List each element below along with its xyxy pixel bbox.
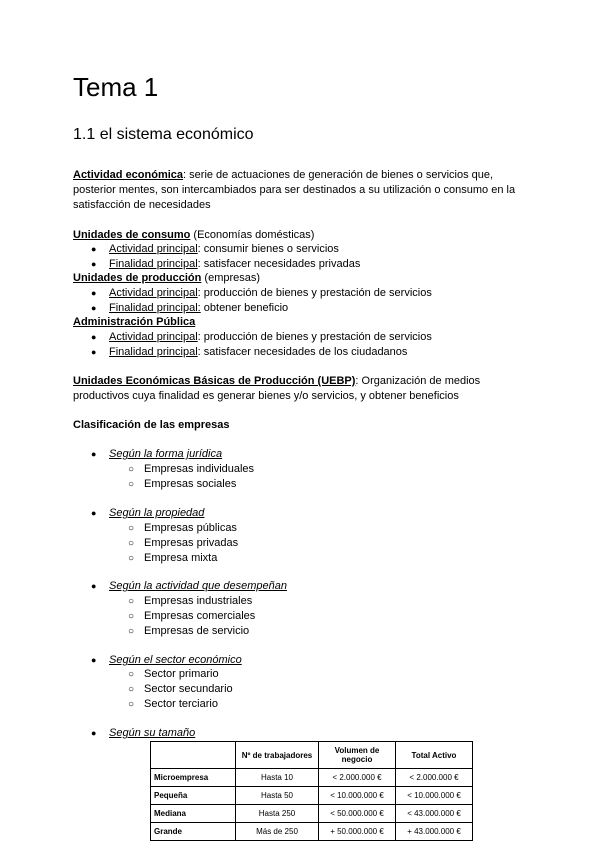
table-cell: < 10.000.000 € [396, 787, 473, 805]
list-item [91, 301, 289, 316]
uebp-paragraph [73, 374, 528, 404]
circle-bullet-icon: ○ [128, 479, 135, 490]
item-label: Finalidad principal [109, 258, 198, 270]
sub-list-item [128, 697, 218, 712]
table-cell: < 2.000.000 € [319, 769, 396, 787]
heading-note: (Economías domésticas) [190, 229, 315, 241]
administracion-heading [73, 315, 528, 330]
table-row [151, 769, 473, 787]
table-cell: Hasta 50 [236, 787, 319, 805]
bullet-icon: ● [91, 288, 97, 298]
heading-note: (empresas) [201, 272, 261, 284]
table-cell: Grande [151, 823, 236, 841]
clasificacion-item [91, 506, 205, 521]
item-label: Finalidad principal: [109, 302, 201, 314]
sub-item-text: Empresas sociales [144, 478, 237, 490]
table-cell: < 2.000.000 € [396, 769, 473, 787]
table-cell: < 50.000.000 € [319, 805, 396, 823]
item-label: Actividad principal [109, 243, 198, 255]
table-row [151, 805, 473, 823]
unidades-consumo-heading [73, 228, 528, 243]
item-text: : satisfacer necesidades privadas [197, 258, 361, 270]
item-text: : producción de bienes y prestación de servicios [197, 287, 432, 299]
bullet-icon: ● [91, 655, 97, 665]
sub-list-item [128, 521, 237, 536]
clasificacion-item [91, 447, 223, 462]
table-cell: < 10.000.000 € [319, 787, 396, 805]
actividad-paragraph [73, 168, 528, 213]
clasificacion-label: Según la actividad que desempeñan [109, 580, 287, 592]
bullet-icon: ● [91, 303, 97, 313]
actividad-text: : serie de actuaciones de generación de bienes o servicios que, posterior mentes, son intercambiados para ser destinados a su utilización o consumo en la satisfacción de necesidades [73, 169, 516, 211]
table-header-cell: Total Activo [396, 742, 473, 769]
clasificacion-label: Según su tamaño [109, 727, 196, 739]
table-cell: Pequeña [151, 787, 236, 805]
item-label: Actividad principal [109, 331, 198, 343]
clasificacion-item [91, 726, 196, 741]
circle-bullet-icon: ○ [128, 523, 135, 534]
table-cell: + 50.000.000 € [319, 823, 396, 841]
bullet-icon: ● [91, 244, 97, 254]
table-header-cell: Volumen de negocio [319, 742, 396, 769]
sub-list-item [128, 624, 250, 639]
table-row [151, 787, 473, 805]
size-table [150, 741, 473, 841]
table-cell: Hasta 250 [236, 805, 319, 823]
table-cell: Microempresa [151, 769, 236, 787]
item-text: : consumir bienes o servicios [197, 243, 339, 255]
sub-item-text: Empresas comerciales [144, 610, 256, 622]
table-cell: Hasta 10 [236, 769, 319, 787]
table-header-row [151, 742, 473, 769]
circle-bullet-icon: ○ [128, 684, 135, 695]
list-item [91, 257, 361, 272]
clasificacion-item [91, 579, 287, 594]
circle-bullet-icon: ○ [128, 538, 135, 549]
table-cell: + 43.000.000 € [396, 823, 473, 841]
bullet-icon: ● [91, 449, 97, 459]
bullet-icon: ● [91, 332, 97, 342]
table-cell: Más de 250 [236, 823, 319, 841]
sub-list-item [128, 609, 256, 624]
item-text: : satisfacer necesidades de los ciudadanos [197, 346, 408, 358]
table-cell: Mediana [151, 805, 236, 823]
circle-bullet-icon: ○ [128, 596, 135, 607]
actividad-term: Actividad económica [73, 169, 184, 181]
table-header-cell: Nº de trabajadores [236, 742, 319, 769]
bullet-icon: ● [91, 728, 97, 738]
list-item [91, 345, 408, 360]
uebp-text: : Organización de medios productivos cuya finalidad es generar bienes y/o servicios, y obtener beneficios [73, 375, 481, 402]
page-title: Tema 1 [73, 72, 159, 102]
uebp-term: Unidades Económicas Básicas de Producción (UEBP) [73, 375, 356, 387]
circle-bullet-icon: ○ [128, 464, 135, 475]
sub-list-item [128, 667, 219, 682]
circle-bullet-icon: ○ [128, 669, 135, 680]
clasificacion-title: Clasificación de las empresas [73, 419, 230, 431]
table-cell: < 43.000.000 € [396, 805, 473, 823]
heading-label: Administración Pública [73, 316, 196, 328]
clasificacion-item [91, 653, 242, 668]
section-title: 1.1 el sistema económico [73, 126, 254, 143]
sub-list-item [128, 594, 253, 609]
sub-item-text: Empresas públicas [144, 522, 237, 534]
sub-item-text: Sector terciario [144, 698, 218, 710]
bullet-icon: ● [91, 581, 97, 591]
sub-item-text: Empresas de servicio [144, 625, 250, 637]
sub-list-item [128, 551, 218, 566]
clasificacion-label: Según el sector económico [109, 654, 242, 666]
heading-label: Unidades de producción [73, 272, 202, 284]
sub-item-text: Empresas privadas [144, 537, 239, 549]
circle-bullet-icon: ○ [128, 611, 135, 622]
item-text: obtener beneficio [200, 302, 289, 314]
clasificacion-label: Según la forma jurídica [109, 448, 223, 460]
circle-bullet-icon: ○ [128, 553, 135, 564]
bullet-icon: ● [91, 259, 97, 269]
unidades-produccion-heading [73, 271, 528, 286]
item-text: : producción de bienes y prestación de servicios [197, 331, 432, 343]
circle-bullet-icon: ○ [128, 699, 135, 710]
item-label: Actividad principal [109, 287, 198, 299]
table-header-cell [151, 742, 236, 769]
sub-list-item [128, 462, 255, 477]
sub-list-item [128, 477, 237, 492]
list-item [91, 330, 432, 345]
table-row [151, 823, 473, 841]
item-label: Finalidad principal [109, 346, 198, 358]
sub-item-text: Empresas industriales [144, 595, 253, 607]
list-item [91, 242, 339, 257]
sub-item-text: Sector primario [144, 668, 219, 680]
sub-item-text: Empresas individuales [144, 463, 255, 475]
circle-bullet-icon: ○ [128, 626, 135, 637]
sub-item-text: Sector secundario [144, 683, 233, 695]
heading-label: Unidades de consumo [73, 229, 191, 241]
bullet-icon: ● [91, 347, 97, 357]
clasificacion-label: Según la propiedad [109, 507, 205, 519]
sub-list-item [128, 682, 233, 697]
sub-list-item [128, 536, 239, 551]
bullet-icon: ● [91, 508, 97, 518]
list-item [91, 286, 432, 301]
sub-item-text: Empresa mixta [144, 552, 218, 564]
